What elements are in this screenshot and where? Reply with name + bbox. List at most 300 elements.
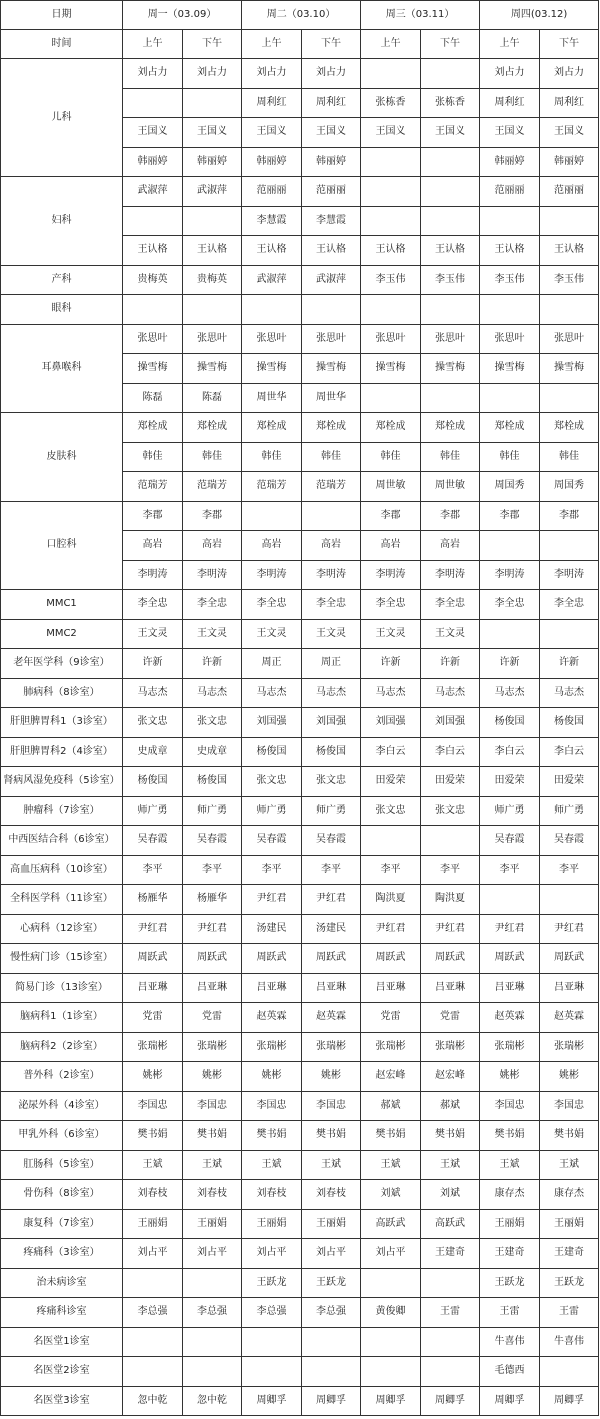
doctor-cell: 许新 bbox=[480, 649, 540, 679]
doctor-cell: 张瑞彬 bbox=[540, 1032, 599, 1062]
table-row bbox=[1, 177, 599, 207]
doctor-cell: 周跃武 bbox=[361, 944, 421, 974]
doctor-cell: 周国秀 bbox=[480, 472, 540, 502]
doctor-cell: 王丽娟 bbox=[183, 1209, 242, 1239]
table-row bbox=[1, 619, 599, 649]
table-row bbox=[1, 265, 599, 295]
doctor-cell: 武淑萍 bbox=[242, 265, 302, 295]
doctor-cell: 周跃武 bbox=[183, 944, 242, 974]
doctor-cell: 党雷 bbox=[361, 1003, 421, 1033]
doctor-cell: 周利红 bbox=[302, 88, 361, 118]
department-name: 名医堂3诊室 bbox=[1, 1386, 123, 1416]
doctor-cell: 郑栓成 bbox=[242, 413, 302, 443]
department-name: 儿科 bbox=[1, 59, 123, 177]
doctor-cell: 李明涛 bbox=[302, 560, 361, 590]
doctor-cell bbox=[123, 1357, 183, 1387]
doctor-cell: 周跃武 bbox=[123, 944, 183, 974]
doctor-cell: 周国秀 bbox=[540, 472, 599, 502]
table-row bbox=[1, 1062, 599, 1092]
doctor-cell: 王文灵 bbox=[361, 619, 421, 649]
doctor-cell: 忽中乾 bbox=[183, 1386, 242, 1416]
doctor-cell: 郝斌 bbox=[361, 1091, 421, 1121]
doctor-cell: 李总强 bbox=[302, 1298, 361, 1328]
doctor-cell bbox=[183, 88, 242, 118]
department-name: 普外科（2诊室） bbox=[1, 1062, 123, 1092]
department-name: 耳鼻喉科 bbox=[1, 324, 123, 413]
doctor-cell: 师广勇 bbox=[540, 796, 599, 826]
doctor-cell: 李郡 bbox=[183, 501, 242, 531]
doctor-cell bbox=[183, 1268, 242, 1298]
doctor-cell: 李白云 bbox=[421, 737, 480, 767]
doctor-cell: 王国义 bbox=[540, 118, 599, 148]
doctor-cell: 毛德西 bbox=[480, 1357, 540, 1387]
doctor-cell: 田爱荣 bbox=[421, 767, 480, 797]
doctor-cell: 王文灵 bbox=[302, 619, 361, 649]
doctor-cell bbox=[361, 295, 421, 325]
department-name: 名医堂1诊室 bbox=[1, 1327, 123, 1357]
doctor-cell bbox=[123, 1327, 183, 1357]
doctor-cell: 许新 bbox=[123, 649, 183, 679]
doctor-cell: 范丽丽 bbox=[480, 177, 540, 207]
doctor-cell: 康存杰 bbox=[540, 1180, 599, 1210]
doctor-cell: 韩佳 bbox=[540, 442, 599, 472]
doctor-cell: 贵梅英 bbox=[123, 265, 183, 295]
doctor-cell: 李平 bbox=[242, 855, 302, 885]
table-row bbox=[1, 678, 599, 708]
doctor-cell: 赵英霖 bbox=[302, 1003, 361, 1033]
doctor-cell bbox=[361, 826, 421, 856]
doctor-cell: 周世敏 bbox=[361, 472, 421, 502]
doctor-cell: 刘占平 bbox=[361, 1239, 421, 1269]
table-row bbox=[1, 590, 599, 620]
doctor-cell: 牛喜伟 bbox=[480, 1327, 540, 1357]
doctor-cell: 姚彬 bbox=[540, 1062, 599, 1092]
doctor-cell: 郑栓成 bbox=[421, 413, 480, 443]
doctor-cell: 张思叶 bbox=[183, 324, 242, 354]
doctor-cell bbox=[480, 885, 540, 915]
doctor-cell: 赵英霖 bbox=[540, 1003, 599, 1033]
doctor-cell bbox=[123, 206, 183, 236]
doctor-cell bbox=[123, 88, 183, 118]
doctor-cell: 吴春霞 bbox=[302, 826, 361, 856]
doctor-cell: 王跃龙 bbox=[302, 1268, 361, 1298]
doctor-cell: 张栋香 bbox=[421, 88, 480, 118]
doctor-cell: 刘占力 bbox=[183, 59, 242, 89]
department-name: 疼痛科诊室 bbox=[1, 1298, 123, 1328]
doctor-cell: 贵梅英 bbox=[183, 265, 242, 295]
doctor-cell: 史成章 bbox=[183, 737, 242, 767]
doctor-cell: 李明涛 bbox=[123, 560, 183, 590]
doctor-cell: 张文忠 bbox=[242, 767, 302, 797]
doctor-cell: 周正 bbox=[242, 649, 302, 679]
doctor-cell: 吕亚琳 bbox=[242, 973, 302, 1003]
doctor-cell: 杨俊国 bbox=[242, 737, 302, 767]
doctor-cell bbox=[421, 1327, 480, 1357]
doctor-cell: 马志杰 bbox=[242, 678, 302, 708]
doctor-cell: 刘占力 bbox=[242, 59, 302, 89]
doctor-cell: 吕亚琳 bbox=[361, 973, 421, 1003]
doctor-cell: 范瑞芳 bbox=[123, 472, 183, 502]
department-name: 脑病科2（2诊室） bbox=[1, 1032, 123, 1062]
doctor-cell: 王文灵 bbox=[123, 619, 183, 649]
doctor-cell: 范瑞芳 bbox=[242, 472, 302, 502]
doctor-cell: 范丽丽 bbox=[242, 177, 302, 207]
doctor-cell: 张文忠 bbox=[302, 767, 361, 797]
department-name: 肾病风湿免疫科（5诊室） bbox=[1, 767, 123, 797]
doctor-cell: 田爱荣 bbox=[540, 767, 599, 797]
doctor-cell: 樊书娟 bbox=[540, 1121, 599, 1151]
doctor-cell: 王国义 bbox=[183, 118, 242, 148]
doctor-cell: 刘占力 bbox=[480, 59, 540, 89]
doctor-cell: 王斌 bbox=[361, 1150, 421, 1180]
doctor-cell: 周卿孚 bbox=[540, 1386, 599, 1416]
table-row bbox=[1, 1032, 599, 1062]
doctor-cell: 张瑞彬 bbox=[123, 1032, 183, 1062]
doctor-cell: 李国忠 bbox=[242, 1091, 302, 1121]
doctor-cell: 杨俊国 bbox=[123, 767, 183, 797]
department-name: 肺病科（8诊室） bbox=[1, 678, 123, 708]
doctor-cell bbox=[123, 295, 183, 325]
doctor-cell: 周利红 bbox=[540, 88, 599, 118]
doctor-cell: 吴春霞 bbox=[183, 826, 242, 856]
doctor-cell bbox=[421, 1268, 480, 1298]
doctor-cell: 王斌 bbox=[421, 1150, 480, 1180]
doctor-cell: 操雪梅 bbox=[183, 354, 242, 384]
doctor-cell bbox=[540, 531, 599, 561]
doctor-cell bbox=[540, 383, 599, 413]
doctor-cell: 王雷 bbox=[421, 1298, 480, 1328]
doctor-cell: 田爱荣 bbox=[480, 767, 540, 797]
department-name: 心病科（12诊室） bbox=[1, 914, 123, 944]
doctor-cell: 王认格 bbox=[302, 236, 361, 266]
doctor-cell: 王国义 bbox=[123, 118, 183, 148]
doctor-cell: 李平 bbox=[540, 855, 599, 885]
doctor-cell: 王认格 bbox=[540, 236, 599, 266]
doctor-cell bbox=[183, 295, 242, 325]
doctor-cell: 王认格 bbox=[242, 236, 302, 266]
doctor-cell: 韩丽婷 bbox=[540, 147, 599, 177]
doctor-cell: 李平 bbox=[421, 855, 480, 885]
doctor-cell: 王建奇 bbox=[480, 1239, 540, 1269]
doctor-cell: 王斌 bbox=[302, 1150, 361, 1180]
doctor-cell: 王雷 bbox=[480, 1298, 540, 1328]
doctor-cell: 郑栓成 bbox=[540, 413, 599, 443]
doctor-cell: 王文灵 bbox=[421, 619, 480, 649]
pm-header: 下午 bbox=[540, 30, 599, 59]
doctor-cell: 周跃武 bbox=[540, 944, 599, 974]
doctor-cell: 张文忠 bbox=[183, 708, 242, 738]
doctor-cell: 刘春枝 bbox=[123, 1180, 183, 1210]
doctor-cell: 王建奇 bbox=[421, 1239, 480, 1269]
doctor-cell: 樊书娟 bbox=[361, 1121, 421, 1151]
department-name: 高血压病科（10诊室） bbox=[1, 855, 123, 885]
doctor-cell: 张思叶 bbox=[540, 324, 599, 354]
table-row bbox=[1, 885, 599, 915]
table-row bbox=[1, 1327, 599, 1357]
doctor-cell: 李明涛 bbox=[242, 560, 302, 590]
doctor-cell: 吕亚琳 bbox=[480, 973, 540, 1003]
table-row bbox=[1, 324, 599, 354]
doctor-cell: 吕亚琳 bbox=[183, 973, 242, 1003]
doctor-cell: 李国忠 bbox=[183, 1091, 242, 1121]
doctor-cell bbox=[480, 206, 540, 236]
doctor-cell: 李明涛 bbox=[540, 560, 599, 590]
doctor-cell: 师广勇 bbox=[302, 796, 361, 826]
doctor-cell: 王丽娟 bbox=[480, 1209, 540, 1239]
doctor-cell: 李明涛 bbox=[421, 560, 480, 590]
doctor-cell: 杨雁华 bbox=[183, 885, 242, 915]
header-row-dates bbox=[1, 1, 599, 30]
doctor-cell: 党雷 bbox=[123, 1003, 183, 1033]
doctor-cell bbox=[421, 177, 480, 207]
doctor-cell bbox=[361, 383, 421, 413]
doctor-cell: 李玉伟 bbox=[540, 265, 599, 295]
doctor-cell: 操雪梅 bbox=[302, 354, 361, 384]
table-row bbox=[1, 855, 599, 885]
doctor-cell: 李平 bbox=[361, 855, 421, 885]
doctor-cell: 樊书娟 bbox=[123, 1121, 183, 1151]
doctor-cell: 张瑞彬 bbox=[480, 1032, 540, 1062]
department-name: 中西医结合科（6诊室） bbox=[1, 826, 123, 856]
doctor-cell bbox=[361, 1357, 421, 1387]
doctor-cell: 陈磊 bbox=[183, 383, 242, 413]
doctor-cell: 郑栓成 bbox=[361, 413, 421, 443]
doctor-cell: 操雪梅 bbox=[361, 354, 421, 384]
doctor-cell: 王丽娟 bbox=[540, 1209, 599, 1239]
doctor-cell: 尹红君 bbox=[242, 885, 302, 915]
am-header: 上午 bbox=[242, 30, 302, 59]
doctor-cell: 李郡 bbox=[480, 501, 540, 531]
doctor-cell bbox=[421, 59, 480, 89]
doctor-cell: 周跃武 bbox=[480, 944, 540, 974]
doctor-cell: 陶洪夏 bbox=[421, 885, 480, 915]
doctor-cell: 高岩 bbox=[421, 531, 480, 561]
doctor-cell: 张瑞彬 bbox=[361, 1032, 421, 1062]
doctor-cell: 郑栓成 bbox=[302, 413, 361, 443]
doctor-cell: 汤建民 bbox=[302, 914, 361, 944]
doctor-cell: 许新 bbox=[421, 649, 480, 679]
department-name: 名医堂2诊室 bbox=[1, 1357, 123, 1387]
doctor-cell: 吴春霞 bbox=[242, 826, 302, 856]
doctor-cell: 刘占力 bbox=[123, 59, 183, 89]
doctor-cell: 王跃龙 bbox=[480, 1268, 540, 1298]
doctor-cell: 赵宏峰 bbox=[361, 1062, 421, 1092]
doctor-cell: 韩佳 bbox=[361, 442, 421, 472]
doctor-cell: 刘斌 bbox=[361, 1180, 421, 1210]
table-row bbox=[1, 1298, 599, 1328]
doctor-cell: 武淑萍 bbox=[123, 177, 183, 207]
department-name: 妇科 bbox=[1, 177, 123, 266]
pm-header: 下午 bbox=[421, 30, 480, 59]
department-name: 肝胆脾胃科1（3诊室） bbox=[1, 708, 123, 738]
doctor-cell: 刘国强 bbox=[302, 708, 361, 738]
time-label: 时间 bbox=[1, 30, 123, 59]
doctor-cell: 王国义 bbox=[421, 118, 480, 148]
doctor-cell: 李全忠 bbox=[123, 590, 183, 620]
doctor-cell: 韩丽婷 bbox=[123, 147, 183, 177]
doctor-cell bbox=[540, 295, 599, 325]
doctor-cell bbox=[361, 177, 421, 207]
doctor-cell bbox=[361, 59, 421, 89]
doctor-cell: 范丽丽 bbox=[540, 177, 599, 207]
doctor-cell: 周利红 bbox=[242, 88, 302, 118]
doctor-cell: 高岩 bbox=[302, 531, 361, 561]
doctor-cell: 张文忠 bbox=[123, 708, 183, 738]
doctor-cell: 周世敏 bbox=[421, 472, 480, 502]
doctor-cell: 李全忠 bbox=[183, 590, 242, 620]
department-name: 老年医学科（9诊室） bbox=[1, 649, 123, 679]
department-name: 康复科（7诊室） bbox=[1, 1209, 123, 1239]
doctor-cell bbox=[302, 295, 361, 325]
doctor-cell: 武淑萍 bbox=[302, 265, 361, 295]
table-row bbox=[1, 59, 599, 89]
doctor-cell: 韩佳 bbox=[183, 442, 242, 472]
doctor-cell: 王认格 bbox=[361, 236, 421, 266]
doctor-cell: 陈磊 bbox=[123, 383, 183, 413]
doctor-cell: 李国忠 bbox=[302, 1091, 361, 1121]
doctor-cell: 刘国强 bbox=[242, 708, 302, 738]
doctor-cell: 张瑞彬 bbox=[242, 1032, 302, 1062]
doctor-cell: 韩丽婷 bbox=[480, 147, 540, 177]
department-name: 肛肠科（5诊室） bbox=[1, 1150, 123, 1180]
table-row bbox=[1, 767, 599, 797]
doctor-cell: 李平 bbox=[302, 855, 361, 885]
doctor-cell: 李平 bbox=[480, 855, 540, 885]
doctor-cell: 周卿孚 bbox=[361, 1386, 421, 1416]
doctor-cell: 王认格 bbox=[123, 236, 183, 266]
doctor-cell bbox=[361, 1327, 421, 1357]
doctor-cell: 李慧霞 bbox=[302, 206, 361, 236]
doctor-cell bbox=[480, 619, 540, 649]
doctor-cell: 刘春枝 bbox=[183, 1180, 242, 1210]
doctor-cell: 王国义 bbox=[242, 118, 302, 148]
doctor-cell: 李平 bbox=[123, 855, 183, 885]
doctor-cell: 王文灵 bbox=[183, 619, 242, 649]
doctor-cell: 刘国强 bbox=[361, 708, 421, 738]
doctor-cell: 杨俊国 bbox=[302, 737, 361, 767]
doctor-cell: 韩佳 bbox=[421, 442, 480, 472]
schedule-body bbox=[1, 1, 599, 1416]
doctor-cell: 王斌 bbox=[480, 1150, 540, 1180]
doctor-cell: 黄俊卿 bbox=[361, 1298, 421, 1328]
doctor-cell: 赵英霖 bbox=[242, 1003, 302, 1033]
doctor-cell: 王斌 bbox=[183, 1150, 242, 1180]
table-row bbox=[1, 1209, 599, 1239]
department-name: 皮肤科 bbox=[1, 413, 123, 502]
doctor-cell bbox=[242, 1357, 302, 1387]
doctor-cell: 郑栓成 bbox=[183, 413, 242, 443]
doctor-cell: 王斌 bbox=[123, 1150, 183, 1180]
doctor-cell: 韩丽婷 bbox=[302, 147, 361, 177]
doctor-cell: 操雪梅 bbox=[421, 354, 480, 384]
doctor-cell: 李全忠 bbox=[480, 590, 540, 620]
doctor-cell bbox=[302, 501, 361, 531]
doctor-cell: 刘占力 bbox=[302, 59, 361, 89]
doctor-cell: 范瑞芳 bbox=[302, 472, 361, 502]
department-name: 简易门诊（13诊室） bbox=[1, 973, 123, 1003]
doctor-cell bbox=[421, 295, 480, 325]
doctor-cell: 王雷 bbox=[540, 1298, 599, 1328]
doctor-cell: 刘占平 bbox=[183, 1239, 242, 1269]
doctor-cell: 马志杰 bbox=[361, 678, 421, 708]
doctor-cell: 张思叶 bbox=[242, 324, 302, 354]
doctor-cell: 刘占平 bbox=[123, 1239, 183, 1269]
doctor-cell: 周世华 bbox=[302, 383, 361, 413]
doctor-cell: 李总强 bbox=[123, 1298, 183, 1328]
department-name: 全科医学科（11诊室） bbox=[1, 885, 123, 915]
doctor-cell: 郑栓成 bbox=[480, 413, 540, 443]
table-row bbox=[1, 1091, 599, 1121]
doctor-cell: 尹红君 bbox=[123, 914, 183, 944]
doctor-cell: 杨俊国 bbox=[183, 767, 242, 797]
doctor-cell: 党雷 bbox=[421, 1003, 480, 1033]
doctor-cell: 姚彬 bbox=[242, 1062, 302, 1092]
department-name: MMC2 bbox=[1, 619, 123, 649]
table-row bbox=[1, 1268, 599, 1298]
doctor-cell: 操雪梅 bbox=[540, 354, 599, 384]
doctor-cell: 李全忠 bbox=[302, 590, 361, 620]
doctor-cell: 张栋香 bbox=[361, 88, 421, 118]
doctor-cell bbox=[302, 1327, 361, 1357]
doctor-cell: 李玉伟 bbox=[421, 265, 480, 295]
doctor-cell: 樊书娟 bbox=[242, 1121, 302, 1151]
doctor-cell: 师广勇 bbox=[480, 796, 540, 826]
doctor-cell: 马志杰 bbox=[540, 678, 599, 708]
doctor-cell: 李白云 bbox=[480, 737, 540, 767]
doctor-cell: 刘春枝 bbox=[242, 1180, 302, 1210]
doctor-cell: 吕亚琳 bbox=[540, 973, 599, 1003]
doctor-cell: 高岩 bbox=[242, 531, 302, 561]
doctor-cell bbox=[540, 619, 599, 649]
doctor-cell: 刘斌 bbox=[421, 1180, 480, 1210]
doctor-cell: 郝斌 bbox=[421, 1091, 480, 1121]
doctor-cell: 李郡 bbox=[540, 501, 599, 531]
doctor-cell: 王跃龙 bbox=[242, 1268, 302, 1298]
doctor-cell: 周跃武 bbox=[302, 944, 361, 974]
doctor-cell: 陶洪夏 bbox=[361, 885, 421, 915]
table-row bbox=[1, 1150, 599, 1180]
doctor-cell bbox=[242, 501, 302, 531]
doctor-cell bbox=[183, 206, 242, 236]
doctor-cell: 尹红君 bbox=[183, 914, 242, 944]
doctor-cell: 李郡 bbox=[421, 501, 480, 531]
department-name: 骨伤科（8诊室） bbox=[1, 1180, 123, 1210]
doctor-cell: 李明涛 bbox=[361, 560, 421, 590]
doctor-cell: 李国忠 bbox=[540, 1091, 599, 1121]
day-header: 周三（03.11） bbox=[361, 1, 480, 30]
doctor-cell: 马志杰 bbox=[480, 678, 540, 708]
doctor-cell: 师广勇 bbox=[183, 796, 242, 826]
doctor-cell: 张思叶 bbox=[421, 324, 480, 354]
table-row bbox=[1, 501, 599, 531]
doctor-cell: 王文灵 bbox=[242, 619, 302, 649]
doctor-cell: 李总强 bbox=[183, 1298, 242, 1328]
doctor-cell: 王斌 bbox=[242, 1150, 302, 1180]
doctor-cell: 吕亚琳 bbox=[421, 973, 480, 1003]
doctor-cell: 韩佳 bbox=[480, 442, 540, 472]
doctor-cell bbox=[540, 206, 599, 236]
doctor-cell: 高岩 bbox=[361, 531, 421, 561]
day-header: 周二（03.10） bbox=[242, 1, 361, 30]
doctor-cell: 忽中乾 bbox=[123, 1386, 183, 1416]
table-row bbox=[1, 708, 599, 738]
doctor-cell: 李明涛 bbox=[480, 560, 540, 590]
doctor-cell: 吴春霞 bbox=[540, 826, 599, 856]
doctor-cell: 史成章 bbox=[123, 737, 183, 767]
table-row bbox=[1, 1386, 599, 1416]
doctor-cell: 周卿孚 bbox=[302, 1386, 361, 1416]
department-name: 肝胆脾胃科2（4诊室） bbox=[1, 737, 123, 767]
